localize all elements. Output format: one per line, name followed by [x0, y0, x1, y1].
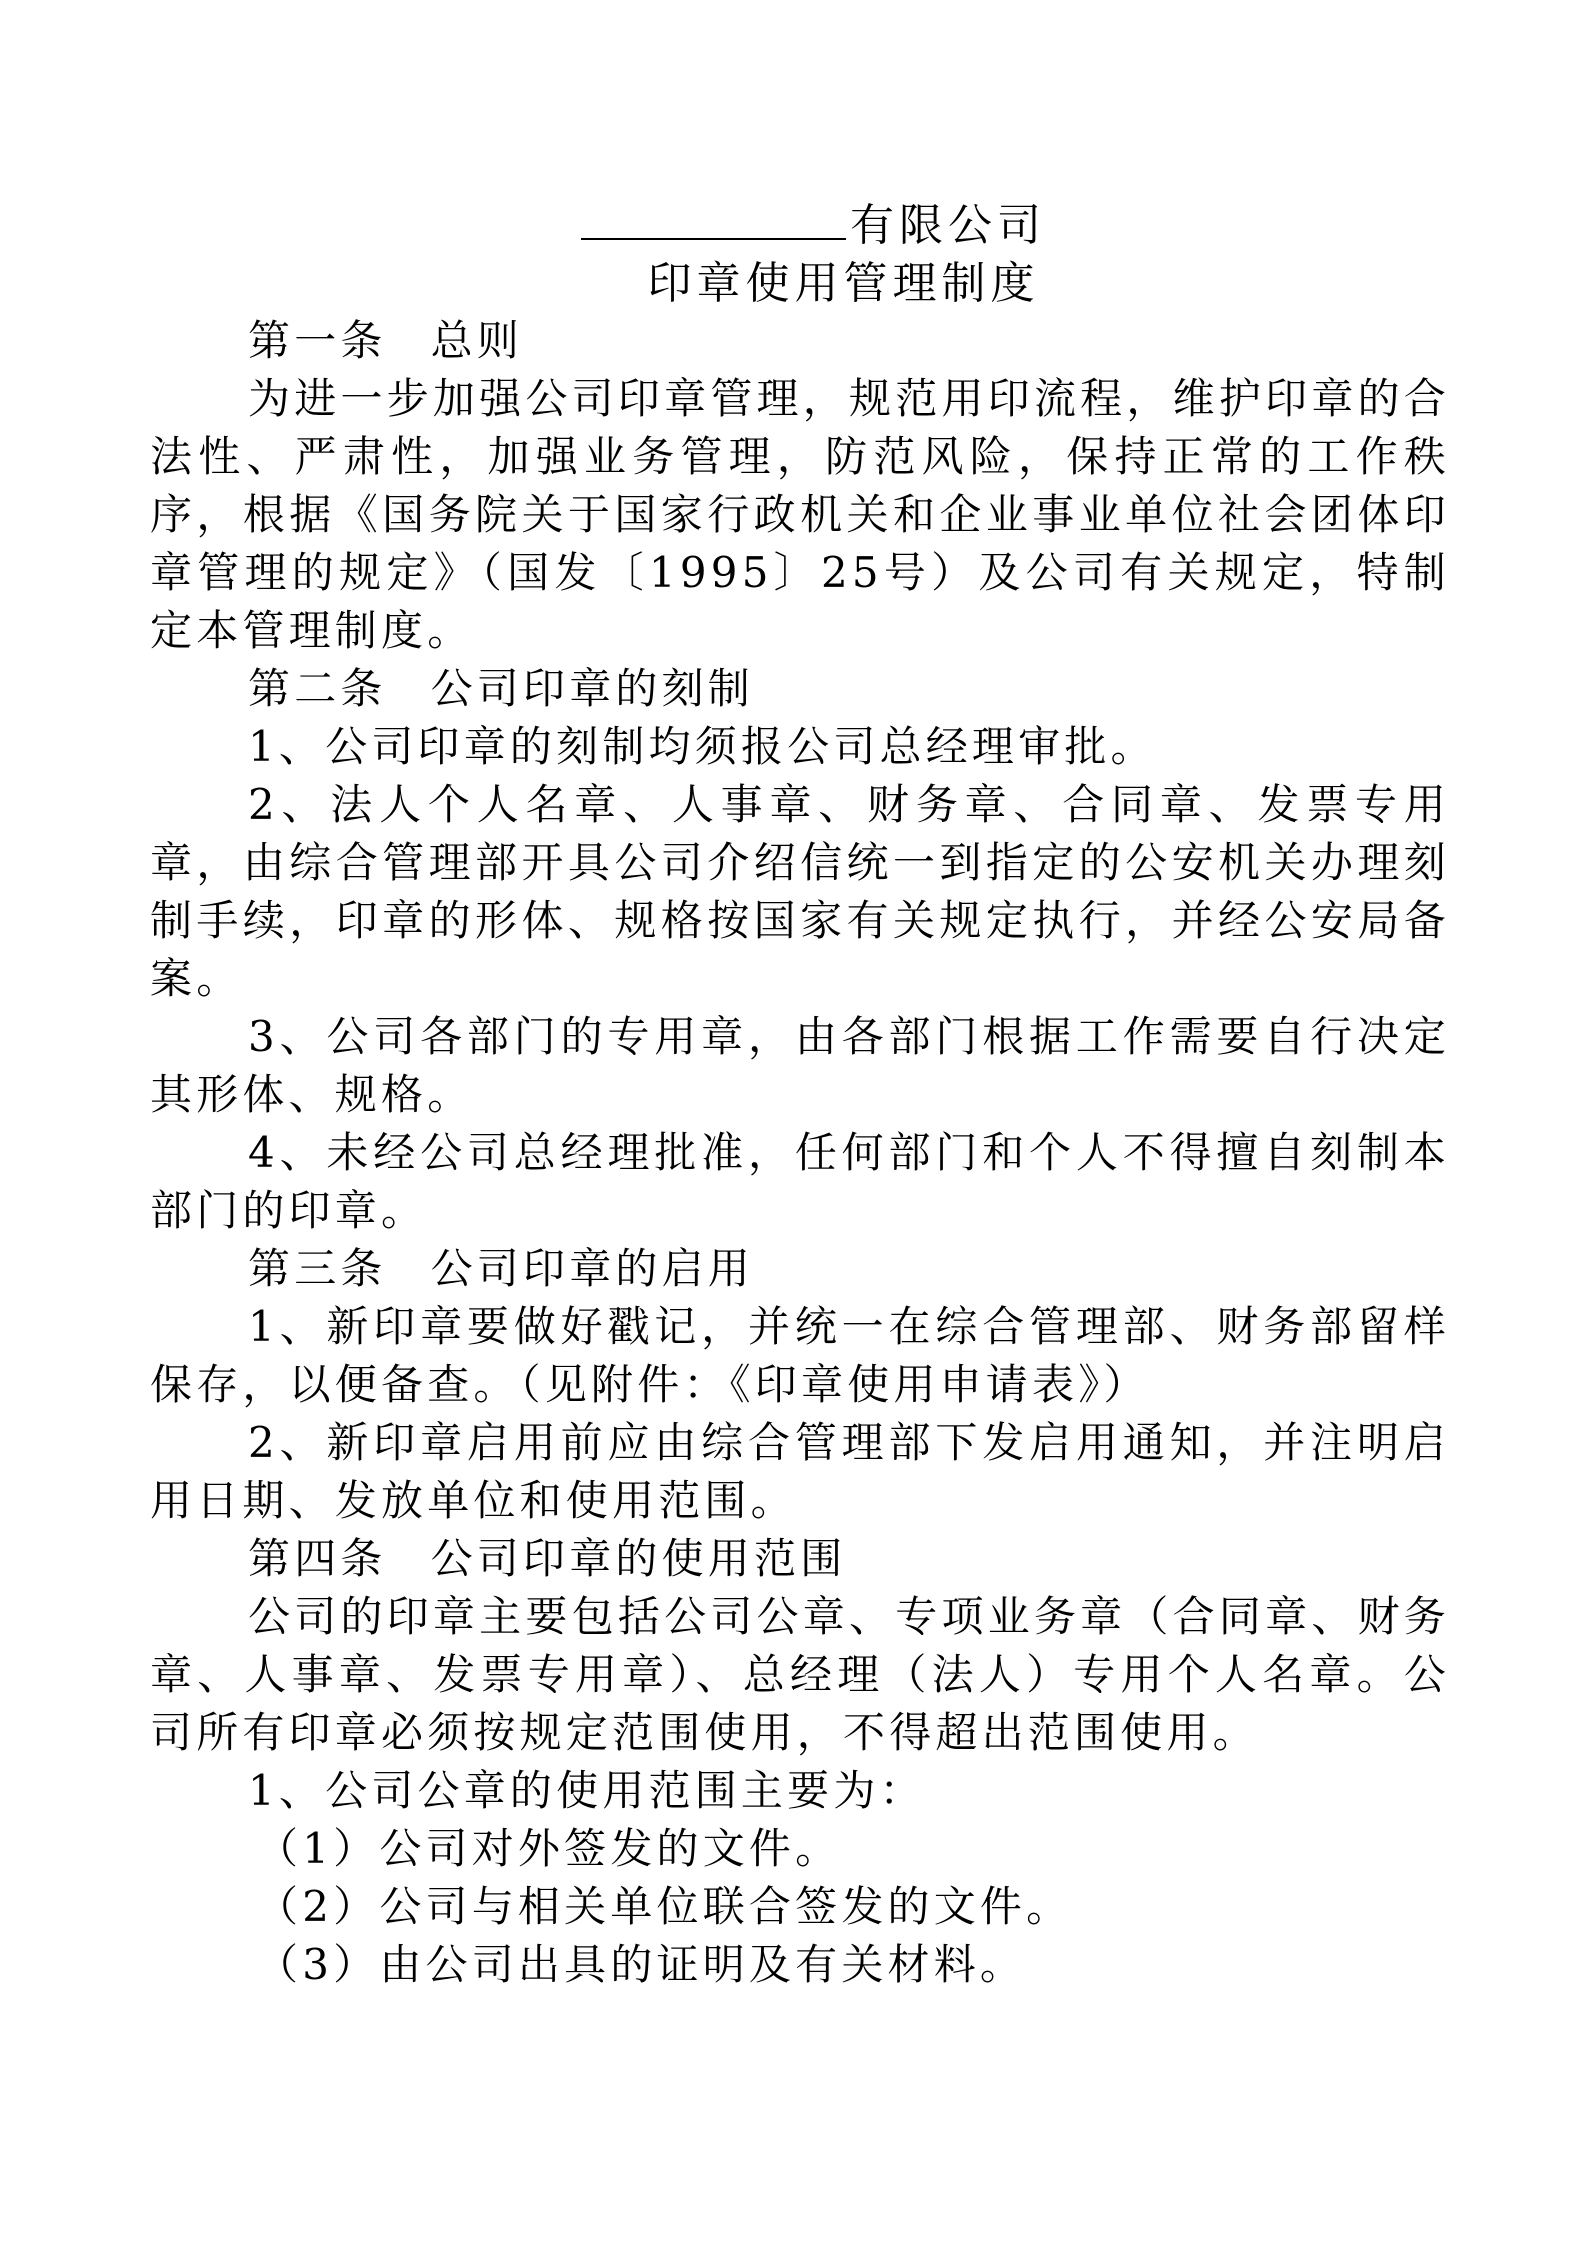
article-title: 公司印章的启用 [430, 1244, 755, 1293]
paragraph: 1、新印章要做好戳记，并统一在综合管理部、财务部留样保存，以便备查。（见附件：《印章使用申请表》） [150, 1302, 1450, 1409]
article-4-heading [150, 1530, 1450, 1588]
document-title: 印章使用管理制度 [647, 258, 1040, 309]
list-item: （2）公司与相关单位联合签发的文件。 [256, 1882, 1073, 1931]
article-number: 第二条 [248, 664, 387, 713]
company-suffix: 有限公司 [850, 200, 1046, 251]
article-3-heading [150, 1240, 1450, 1298]
article-number: 第三条 [248, 1244, 387, 1293]
list-item: （1）公司对外签发的文件。 [256, 1824, 842, 1873]
paragraph: 3、公司各部门的专用章，由各部门根据工作需要自行决定其形体、规格。 [150, 1012, 1450, 1119]
paragraph: 为进一步加强公司印章管理，规范用印流程，维护印章的合法性、严肃性，加强业务管理，防范风险，保持正常的工作秩序，根据《国务院关于国家行政机关和企业事业单位社会团体印章管理的规定》（国发〔1995〕25号）及公司有关规定，特制定本管理制度。 [150, 374, 1450, 655]
paragraph: 2、法人个人名章、人事章、财务章、合同章、发票专用章，由综合管理部开具公司介绍信统一到指定的公安机关办理刻制手续，印章的形体、规格按国家有关规定执行，并经公安局备案。 [150, 780, 1450, 1003]
article-number: 第一条 [248, 316, 387, 365]
document-body [150, 312, 1450, 1994]
paragraph: 1、公司印章的刻制均须报公司总经理审批。 [248, 722, 1157, 771]
article-number: 第四条 [248, 1534, 387, 1583]
paragraph: 2、新印章启用前应由综合管理部下发启用通知，并注明启用日期、发放单位和使用范围。 [150, 1418, 1450, 1525]
paragraph: 1、公司公章的使用范围主要为： [248, 1766, 926, 1815]
article-1-heading [150, 312, 1450, 370]
article-title: 公司印章的刻制 [430, 664, 755, 713]
article-2-heading [150, 660, 1450, 718]
company-name-blank [581, 196, 846, 240]
article-title: 公司印章的使用范围 [430, 1534, 847, 1583]
article-title: 总则 [430, 316, 524, 365]
list-item: （3）由公司出具的证明及有关材料。 [256, 1940, 1027, 1989]
paragraph: 公司的印章主要包括公司公章、专项业务章（合同章、财务章、人事章、发票专用章）、总经理（法人）专用个人名章。公司所有印章必须按规定范围使用，不得超出范围使用。 [150, 1592, 1450, 1757]
company-name-line [20, 196, 1587, 254]
paragraph: 4、未经公司总经理批准，任何部门和个人不得擅自刻制本部门的印章。 [150, 1128, 1450, 1235]
